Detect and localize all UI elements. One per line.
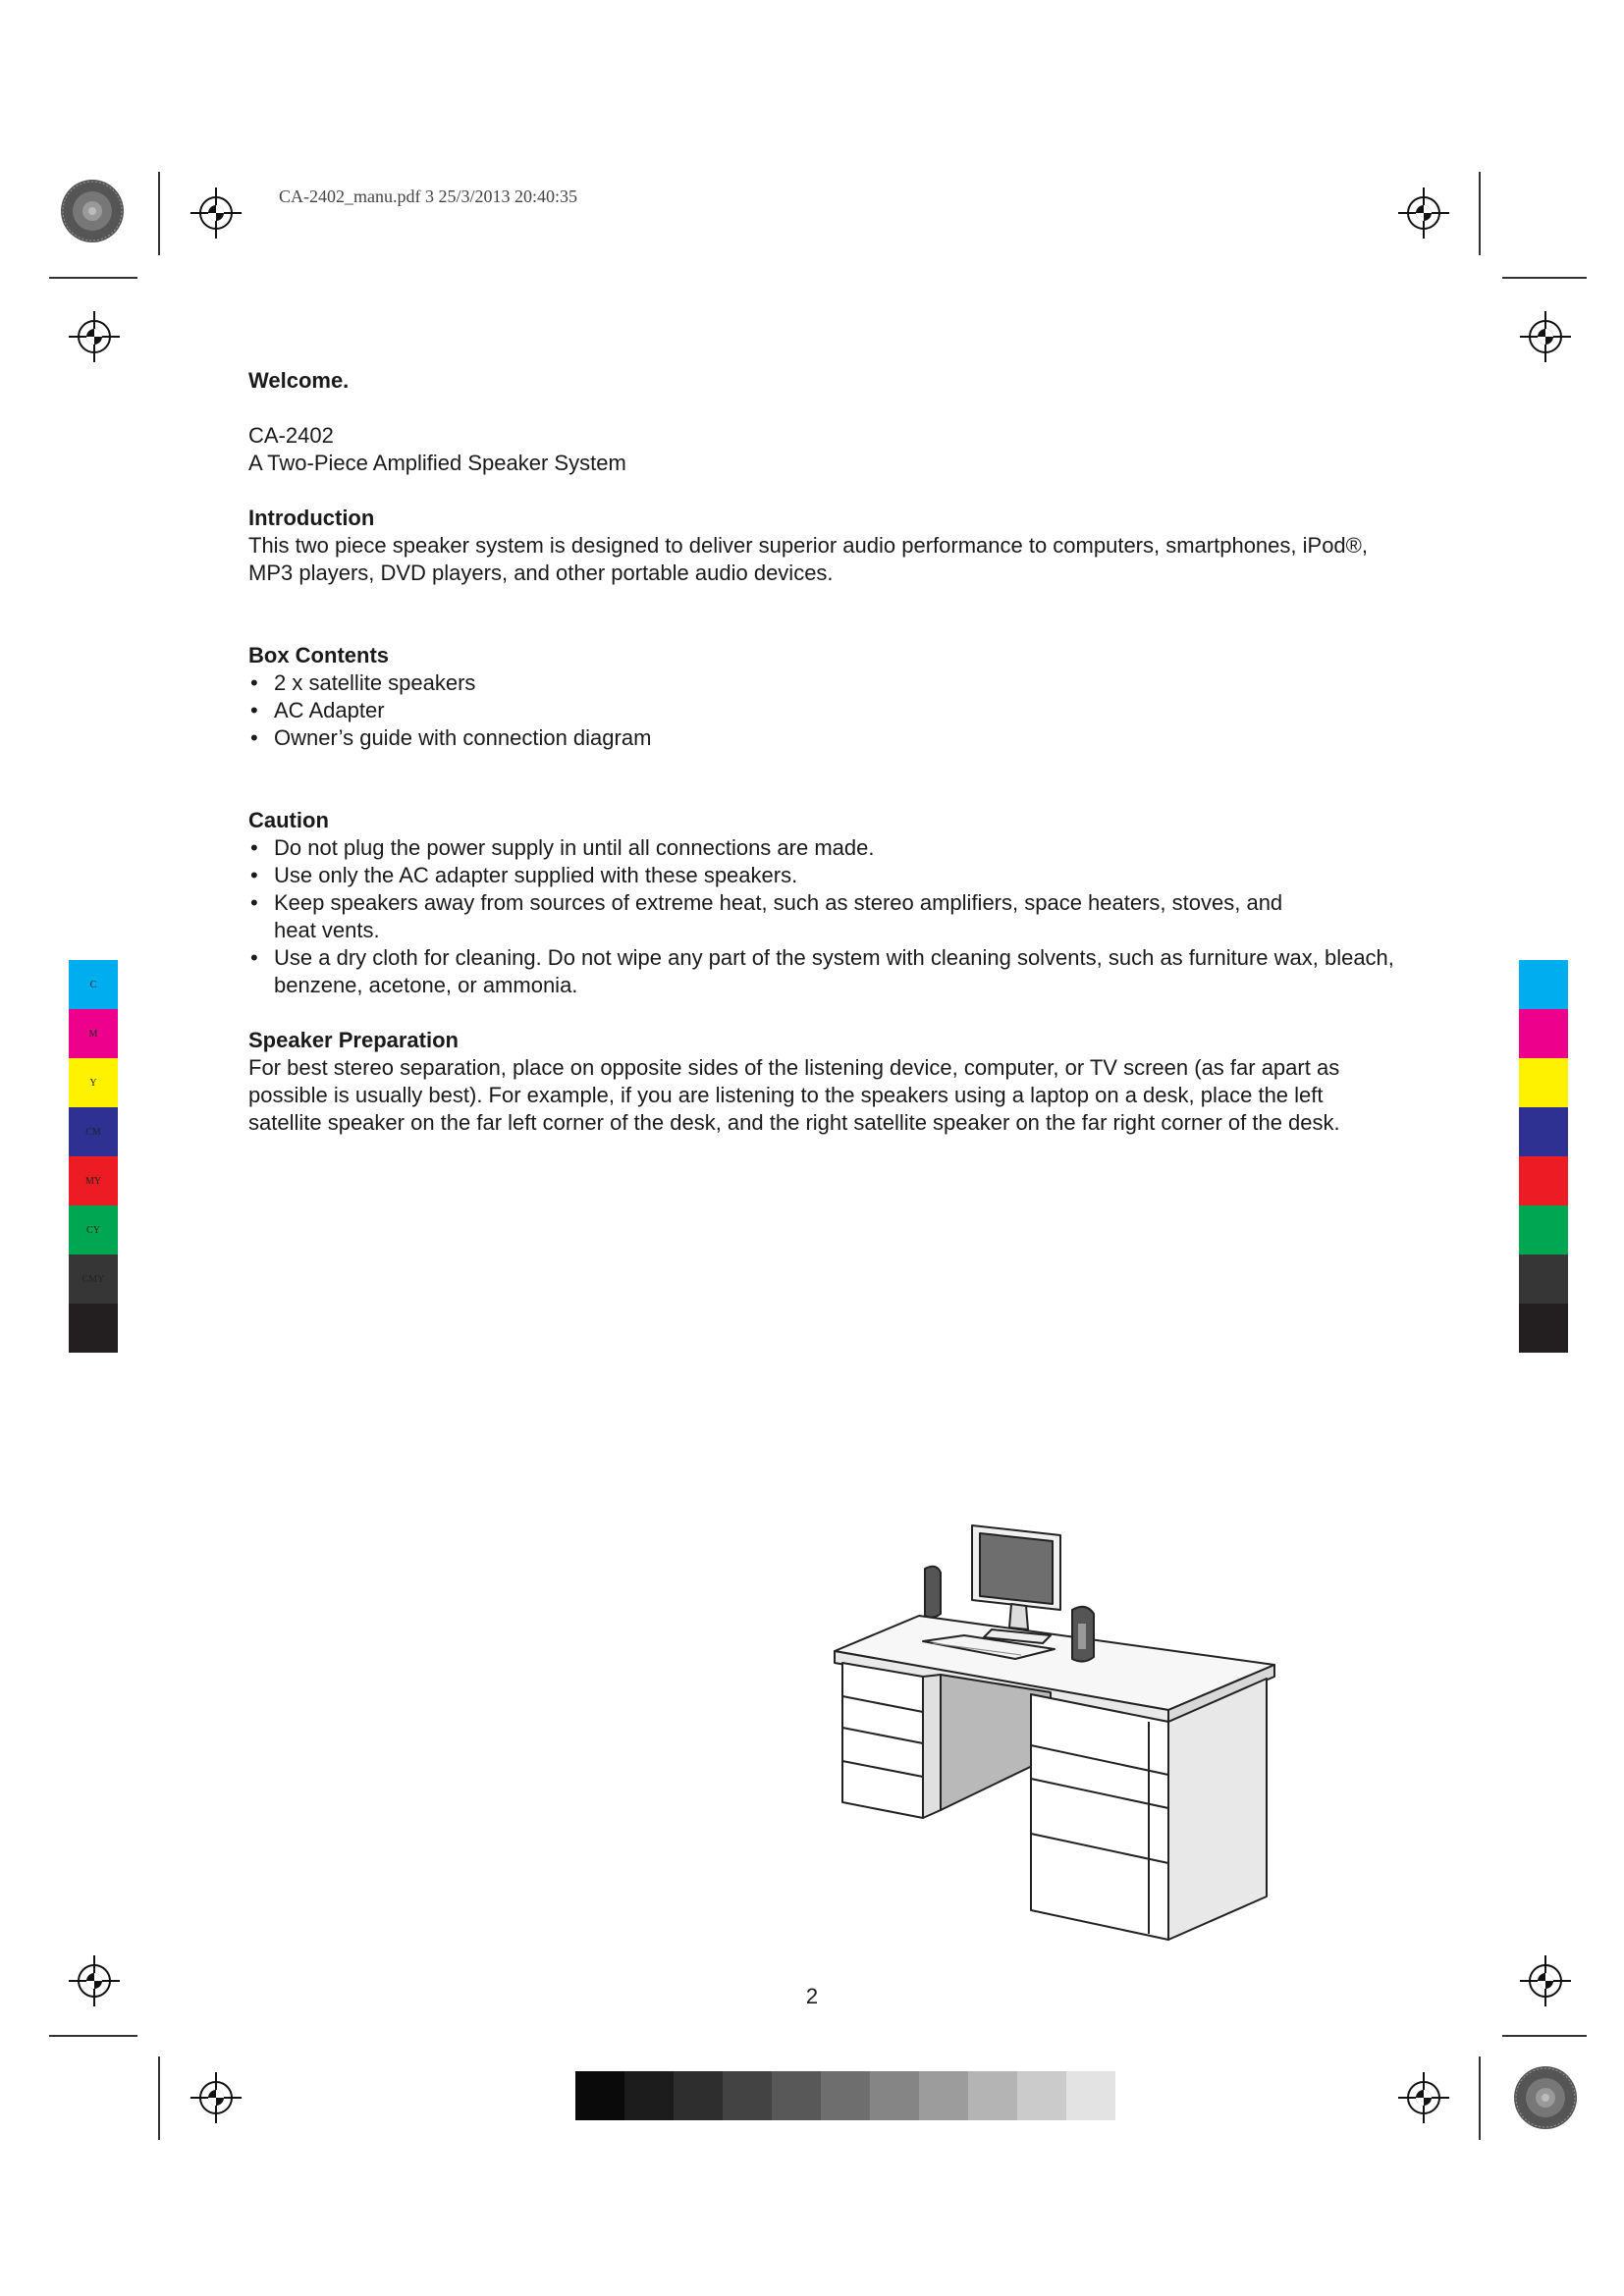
swatch-label: MY bbox=[84, 1175, 102, 1187]
swatch-label: CY bbox=[86, 1224, 100, 1236]
right-color-bar bbox=[1519, 960, 1568, 1353]
color-swatch-y bbox=[69, 1058, 118, 1107]
gray-swatch bbox=[968, 2071, 1017, 2120]
list-item: • Use a dry cloth for cleaning. Do not wipe any part of the system with cleaning solvents, such as furniture wax, bleach, benzene, acetone, or ammonia. bbox=[248, 944, 1397, 999]
color-swatch bbox=[1519, 1156, 1568, 1205]
gray-swatch bbox=[723, 2071, 772, 2120]
left-color-bar bbox=[69, 960, 118, 1353]
list-item: • Owner’s guide with connection diagram bbox=[248, 724, 1397, 752]
gray-swatch bbox=[772, 2071, 821, 2120]
color-swatch-cmy bbox=[69, 1255, 118, 1304]
registration-mark-icon bbox=[1520, 311, 1571, 362]
swatch-label: M bbox=[88, 1028, 98, 1040]
color-swatch-cm bbox=[69, 1107, 118, 1156]
star-target-icon bbox=[61, 180, 124, 242]
color-swatch bbox=[1519, 1255, 1568, 1304]
welcome-heading: Welcome. bbox=[248, 368, 350, 393]
color-swatch-c bbox=[69, 960, 118, 1009]
gray-swatch bbox=[1017, 2071, 1066, 2120]
caution-list bbox=[248, 834, 1397, 999]
list-item: • AC Adapter bbox=[248, 697, 1397, 724]
swatch-label: CM bbox=[85, 1126, 101, 1138]
color-swatch-m bbox=[69, 1009, 118, 1058]
introduction-heading: Introduction bbox=[248, 506, 375, 530]
list-item: • Do not plug the power supply in until all connections are made. bbox=[248, 834, 1397, 862]
swatch-label: K bbox=[89, 1322, 97, 1334]
speaker-preparation-heading: Speaker Preparation bbox=[248, 1028, 459, 1052]
registration-mark-icon bbox=[190, 2072, 242, 2123]
color-swatch bbox=[1519, 1205, 1568, 1255]
gray-swatch bbox=[821, 2071, 870, 2120]
swatch-label: CMY bbox=[81, 1273, 105, 1285]
list-item: • 2 x satellite speakers bbox=[248, 669, 1397, 697]
gray-swatch bbox=[1066, 2071, 1115, 2120]
gray-swatch bbox=[674, 2071, 723, 2120]
page-number: 2 bbox=[805, 1984, 819, 2008]
color-swatch bbox=[1519, 960, 1568, 1009]
color-swatch-my bbox=[69, 1156, 118, 1205]
gray-swatch bbox=[624, 2071, 674, 2120]
color-swatch-k bbox=[69, 1304, 118, 1353]
grayscale-bar bbox=[575, 2071, 1115, 2120]
registration-mark-icon bbox=[1398, 187, 1449, 239]
color-swatch bbox=[1519, 1304, 1568, 1353]
introduction-text: This two piece speaker system is designed to deliver superior audio performance to computers, smartphones, iPod®, MP3 players, DVD players, and other portable audio devices. bbox=[248, 533, 1368, 585]
speaker-preparation-text: For best stereo separation, place on opposite sides of the listening device, computer, or TV screen (as far apart as possible is usually best). For example, if you are listening to the speakers using a laptop on a desk, place the left satellite speaker on the far left corner of the desk, and the right satellite speaker on the far right corner of the desk. bbox=[248, 1055, 1340, 1135]
caution-heading: Caution bbox=[248, 808, 329, 832]
registration-mark-icon bbox=[69, 311, 120, 362]
desk-speaker-illustration bbox=[825, 1522, 1296, 1953]
box-contents-list bbox=[248, 669, 1397, 752]
color-swatch-cy bbox=[69, 1205, 118, 1255]
gray-swatch bbox=[575, 2071, 624, 2120]
manual-page-content bbox=[248, 367, 1397, 1137]
registration-mark-icon bbox=[190, 187, 242, 239]
color-swatch bbox=[1519, 1058, 1568, 1107]
color-swatch bbox=[1519, 1107, 1568, 1156]
model-number: CA-2402 bbox=[248, 423, 334, 448]
swatch-label: Y bbox=[89, 1077, 97, 1089]
registration-mark-icon bbox=[1398, 2072, 1449, 2123]
print-header: CA-2402_manu.pdf 3 25/3/2013 20:40:35 bbox=[279, 187, 577, 206]
list-item: • Use only the AC adapter supplied with these speakers. bbox=[248, 862, 1397, 889]
list-item: • Keep speakers away from sources of extreme heat, such as stereo amplifiers, space heaters, stoves, and heat vents. bbox=[248, 889, 1397, 944]
product-subtitle: A Two-Piece Amplified Speaker System bbox=[248, 451, 626, 475]
swatch-label: C bbox=[89, 979, 97, 990]
star-target-icon bbox=[1514, 2066, 1577, 2129]
box-contents-heading: Box Contents bbox=[248, 643, 389, 667]
color-swatch bbox=[1519, 1009, 1568, 1058]
gray-swatch bbox=[870, 2071, 919, 2120]
gray-swatch bbox=[919, 2071, 968, 2120]
